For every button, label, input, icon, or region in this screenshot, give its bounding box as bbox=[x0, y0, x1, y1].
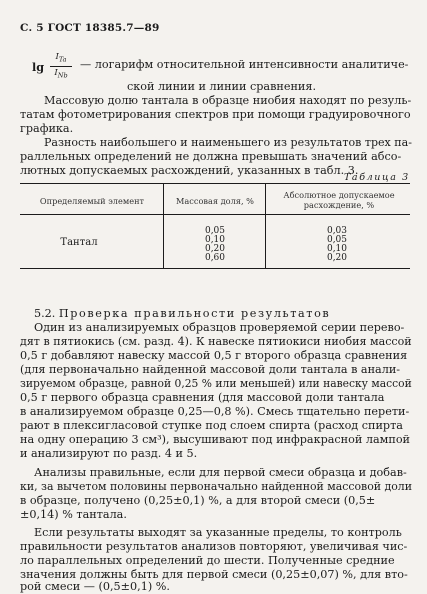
section-c-line-3: ло параллельных определений до шести. Полученные средние bbox=[20, 554, 395, 567]
page-header: С. 5 ГОСТ 18385.7—89 bbox=[20, 22, 160, 34]
fraction-denominator: $I_{Nb}$ bbox=[54, 67, 68, 80]
section-b-line-3: в образце, получено (0,25±0,1) %, а для второй смеси (0,5± bbox=[20, 494, 376, 507]
table-header-difference: Абсолютное допускаемое расхождение, % bbox=[283, 190, 395, 210]
fraction-numerator: $I_{Ta}$ bbox=[55, 52, 67, 64]
table-cell-mass-4: 0,60 bbox=[204, 253, 226, 263]
section-c-line-5: рой смеси — (0,5±0,1) %. bbox=[20, 580, 170, 593]
section-c-line-1: Если результаты выходят за указанные пределы, то контроль bbox=[34, 526, 402, 539]
table-cell-mass-1: 0,05 bbox=[204, 226, 226, 236]
table-cell-element: Тантал bbox=[60, 237, 98, 248]
formula-description-2: ской линии и линии сравнения. bbox=[127, 80, 316, 93]
section-line-4: (для первоначально найденной массовой доли тантала в анали- bbox=[20, 363, 401, 376]
table-title: Таблица 3 bbox=[344, 172, 410, 183]
section-heading bbox=[34, 307, 330, 321]
formula-lg: lg bbox=[32, 60, 45, 74]
table-bottom-rule bbox=[20, 268, 410, 269]
section-line-5: зируемом образце, равной 0,25 % или меньшей) или навеску массой bbox=[20, 377, 412, 390]
table-header-mass: Массовая доля, % bbox=[176, 196, 254, 206]
paragraph-1-line-3: графика. bbox=[20, 122, 74, 135]
section-line-8: рают в плексигласовой ступке под слоем спирта (расход спирта bbox=[20, 419, 403, 432]
paragraph-2-line-1: Разность наибольшего и наименьшего из результатов трех па- bbox=[44, 136, 412, 149]
section-b-line-1: Анализы правильные, если для первой смеси образца и добав- bbox=[34, 466, 407, 479]
section-b-line-4: ±0,14) % тантала. bbox=[20, 508, 127, 521]
paragraph-2-line-3: лютных допускаемых расхождений, указанных в табл. 3. bbox=[20, 164, 359, 177]
formula-fraction bbox=[50, 52, 72, 80]
section-c-line-2: правильности результатов анализов повторяют, увеличивая чис- bbox=[20, 540, 408, 553]
section-line-6: 0,5 г первого образца сравнения (для массовой доли тантала bbox=[20, 391, 385, 404]
section-line-2: дят в пятиокись (см. разд. 4). К навеске пятиокиси ниобия массой bbox=[20, 335, 412, 348]
table-top-rule bbox=[20, 183, 410, 184]
section-line-7: в анализируемом образце 0,25—0,8 %). Смесь тщательно перети- bbox=[20, 405, 410, 418]
table-column-divider-2 bbox=[265, 183, 266, 268]
section-line-9: на одну операцию 3 см³), высушивают под инфракрасной лампой bbox=[20, 433, 411, 446]
table-cell-diff-3: 0,10 bbox=[326, 244, 348, 254]
paragraph-1-line-2: татам фотометрирования спектров при помощи градуировочного bbox=[20, 108, 411, 121]
table-header-rule bbox=[20, 214, 410, 215]
paragraph-1-line-1: Массовую долю тантала в образце ниобия находят по резуль- bbox=[44, 94, 412, 107]
paragraph-2-line-2: раллельных определений не должна превышать значений абсо- bbox=[20, 150, 402, 163]
table-cell-mass-2: 0,10 bbox=[204, 235, 226, 245]
section-line-3: 0,5 г добавляют навеску массой 0,5 г второго образца сравнения bbox=[20, 349, 408, 362]
table-cell-diff-1: 0,03 bbox=[326, 226, 348, 236]
fraction-bar bbox=[50, 66, 72, 67]
section-c-line-4: значения должны быть для первой смеси (0,25±0,07) %, для вто- bbox=[20, 568, 408, 581]
table-cell-mass-3: 0,20 bbox=[204, 244, 226, 254]
section-number: 5.2. bbox=[34, 307, 56, 320]
table-cell-diff-4: 0,20 bbox=[326, 253, 348, 263]
section-b-line-2: ки, за вычетом половины первоначально найденной массовой доли bbox=[20, 480, 412, 493]
table-cell-diff-2: 0,05 bbox=[326, 235, 348, 245]
section-line-1: Один из анализируемых образцов проверяемой серии перево- bbox=[34, 321, 405, 334]
section-title: Проверка правильности результатов bbox=[58, 307, 331, 320]
table-column-divider-1 bbox=[163, 183, 164, 268]
formula-description-1: — логарифм относительной интенсивности аналитиче- bbox=[80, 58, 409, 71]
table-header-element: Определяемый элемент bbox=[39, 196, 145, 206]
section-line-10: и анализируют по разд. 4 и 5. bbox=[20, 447, 198, 460]
